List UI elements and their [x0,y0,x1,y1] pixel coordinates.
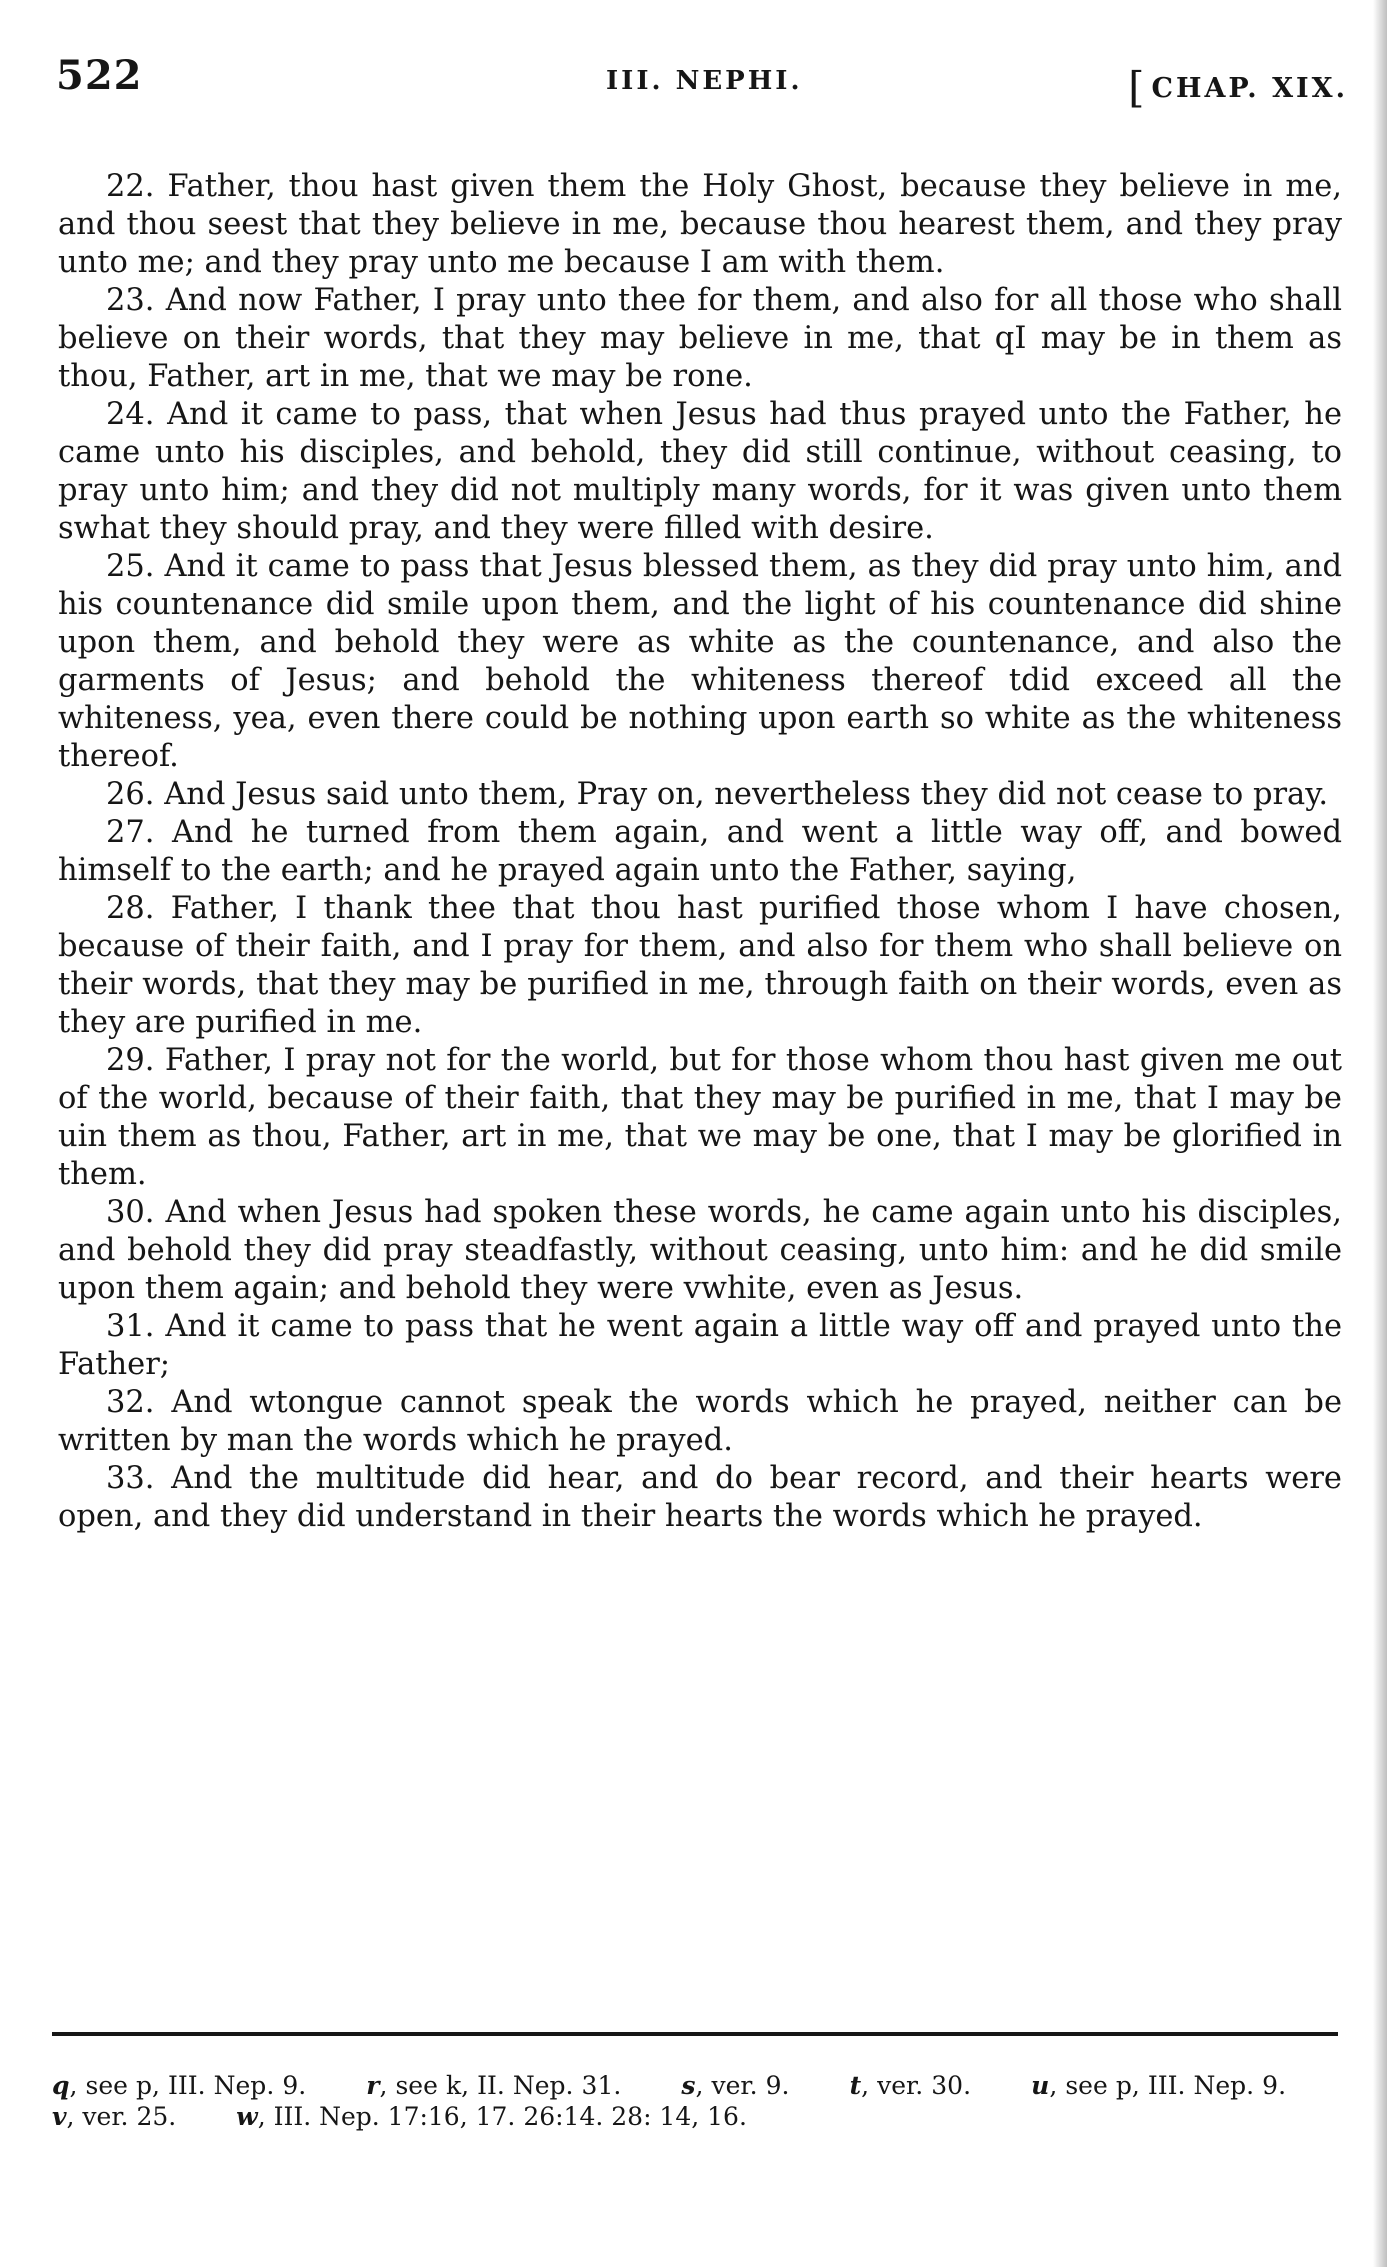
verse-list [58,168,1342,1536]
footnote-text: , see p, III. Nep. 9. [69,2071,307,2100]
verse-23: 23. And now Father, I pray unto thee for them, and also for all those who shall believe on their words, that they may believe in me, that qI may be in them as thou, Father, art in me, that we may be rone. [58,283,1342,394]
verse-27: 27. And he turned from them again, and went a little way off, and bowed himself to the earth; and he prayed again unto the Father, saying, [58,815,1342,888]
footnote-divider [52,2032,1338,2036]
page-header [56,52,1348,112]
chapter-bracket: [ [1128,63,1148,112]
verse-24: 24. And it came to pass, that when Jesus had thus prayed unto the Father, he came unto his disciples, and behold, they did still continue, without ceasing, to pray unto him; and they did not multiply many words, for it was given unto them swhat they should pray, and they were filled with desire. [58,397,1342,546]
footnote-t [850,2071,971,2100]
chapter-label: CHAP. XIX. [1151,73,1348,104]
footnote-text: , see k, II. Nep. 31. [379,2071,622,2100]
verse-26: 26. And Jesus said unto them, Pray on, nevertheless they did not cease to pray. [106,777,1329,812]
footnote-s [681,2071,789,2100]
verse-28: 28. Father, I thank thee that thou hast purified those whom I have chosen, because of their faith, and I pray for them, and also for them who shall believe on their words, that they may be purified in me, through faith on their words, even as they are purified in me. [58,891,1342,1040]
verse-30: 30. And when Jesus had spoken these words, he came again unto his disciples, and behold they did pray steadfastly, without ceasing, unto him: and he did smile upon them again; and behold they were vwhite, even as Jesus. [58,1195,1342,1306]
footnotes [52,2070,1338,2132]
footnote-text: , III. Nep. 17:16, 17. 26:14. 28: 14, 16. [257,2102,747,2131]
running-title: III. NEPHI. [606,66,803,96]
footnote-letter: r [366,2071,380,2100]
verse-29: 29. Father, I pray not for the world, but for those whom thou hast given me out of the world, because of their faith, that they may be purified in me, that I may be uin them as thou, Father, art in me, that we may be one, that I may be glorified in them. [58,1043,1342,1192]
verse-22: 22. Father, thou hast given them the Holy Ghost, because they believe in me, and thou seest that they believe in me, because thou hearest them, and they pray unto me; and they pray unto me because I am with them. [58,169,1342,280]
verse-25: 25. And it came to pass that Jesus blessed them, as they did pray unto him, and his countenance did smile upon them, and the light of his countenance did shine upon them, and behold they were as white as the countenance, and also the garments of Jesus; and behold the whiteness thereof tdid exceed all the whiteness, yea, even there could be nothing upon earth so white as the whiteness thereof. [58,549,1342,774]
verse-32: 32. And wtongue cannot speak the words which he prayed, neither can be written by man the words which he prayed. [58,1385,1342,1458]
footnote-letter: u [1031,2071,1050,2100]
footnote-r [366,2071,621,2100]
footnote-letter: v [52,2102,67,2131]
scan-edge-shadow [1373,0,1387,2267]
page-number: 522 [56,52,143,99]
footnote-u [1031,2071,1286,2100]
chapter-heading [1128,58,1348,112]
footnote-text: , ver. 30. [861,2071,972,2100]
footnote-letter: t [849,2071,862,2100]
footnote-letter: q [52,2071,70,2100]
footnote-letter: w [236,2102,258,2131]
footnote-v [52,2102,176,2131]
footnote-w [236,2102,747,2131]
footnote-text: , ver. 9. [695,2071,790,2100]
footnote-text: , ver. 25. [66,2102,177,2131]
verse-31: 31. And it came to pass that he went again a little way off and prayed unto the Father; [58,1309,1342,1382]
footnote-q [52,2071,306,2100]
footnote-letter: s [681,2071,696,2100]
verse-33: 33. And the multitude did hear, and do bear record, and their hearts were open, and they did understand in their hearts the words which he prayed. [58,1461,1342,1534]
footnote-text: , see p, III. Nep. 9. [1049,2071,1287,2100]
